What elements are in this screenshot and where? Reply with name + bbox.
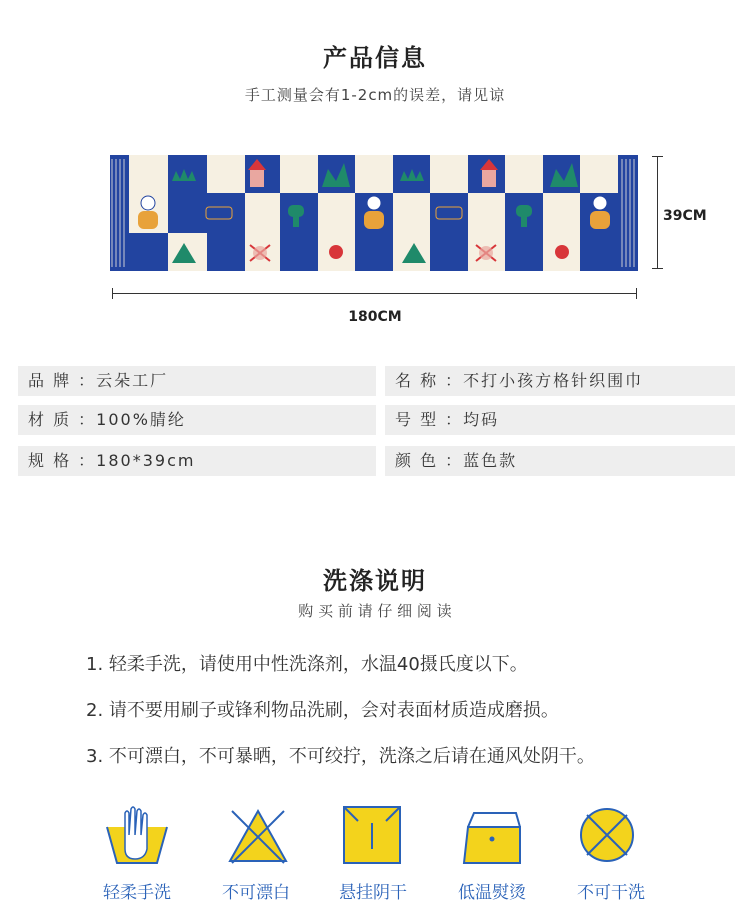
width-dimension-line bbox=[112, 293, 636, 294]
height-dimension-line bbox=[657, 156, 658, 269]
hand-wash-icon bbox=[105, 805, 169, 865]
spec-name: 名 称 ：不打小孩方格针织围巾 bbox=[385, 366, 735, 396]
spec-brand: 品 牌 ：云朵工厂 bbox=[18, 366, 376, 396]
wash-title: 洗涤说明 bbox=[323, 567, 427, 595]
care-label-hang-dry: 悬挂阴干 bbox=[339, 883, 407, 903]
spec-material: 材 质 ：100%腈纶 bbox=[18, 405, 376, 435]
scarf-pattern bbox=[110, 155, 638, 271]
spec-size: 规 格 ：180*39cm bbox=[18, 446, 376, 476]
hang-dry-shade-icon bbox=[340, 805, 404, 865]
scarf-illustration bbox=[110, 155, 638, 271]
spec-model: 号 型 ：均码 bbox=[385, 405, 735, 435]
care-label-hand-wash: 轻柔手洗 bbox=[103, 883, 171, 903]
no-bleach-icon bbox=[226, 805, 290, 865]
width-label: 180CM bbox=[348, 309, 402, 325]
wash-subtitle: 购 买 前 请 仔 细 阅 读 bbox=[298, 602, 452, 620]
page-title: 产品信息 bbox=[323, 44, 427, 72]
care-label-no-dry-clean: 不可干洗 bbox=[577, 883, 645, 903]
page-subtitle: 手工测量会有1-2cm的误差，请见谅 bbox=[244, 86, 506, 104]
height-label: 39CM bbox=[663, 208, 707, 224]
care-label-no-bleach: 不可漂白 bbox=[222, 883, 290, 903]
wash-item-1: 1. 轻柔手洗，请使用中性洗涤剂，水温40摄氏度以下。 bbox=[86, 654, 528, 675]
low-temp-iron-icon bbox=[460, 805, 524, 865]
height-dimension-cap-bottom bbox=[652, 268, 663, 269]
width-dimension-cap-right bbox=[636, 288, 637, 299]
no-dry-clean-icon bbox=[575, 805, 639, 865]
care-label-low-iron: 低温熨烫 bbox=[458, 883, 526, 903]
wash-item-2: 2. 请不要用刷子或锋利物品洗刷，会对表面材质造成磨损。 bbox=[86, 700, 559, 721]
wash-item-3: 3. 不可漂白，不可暴晒，不可绞拧，洗涤之后请在通风处阴干。 bbox=[86, 746, 595, 767]
width-dimension-cap-left bbox=[112, 288, 113, 299]
height-dimension-cap-top bbox=[652, 156, 663, 157]
spec-color: 颜 色 ：蓝色款 bbox=[385, 446, 735, 476]
